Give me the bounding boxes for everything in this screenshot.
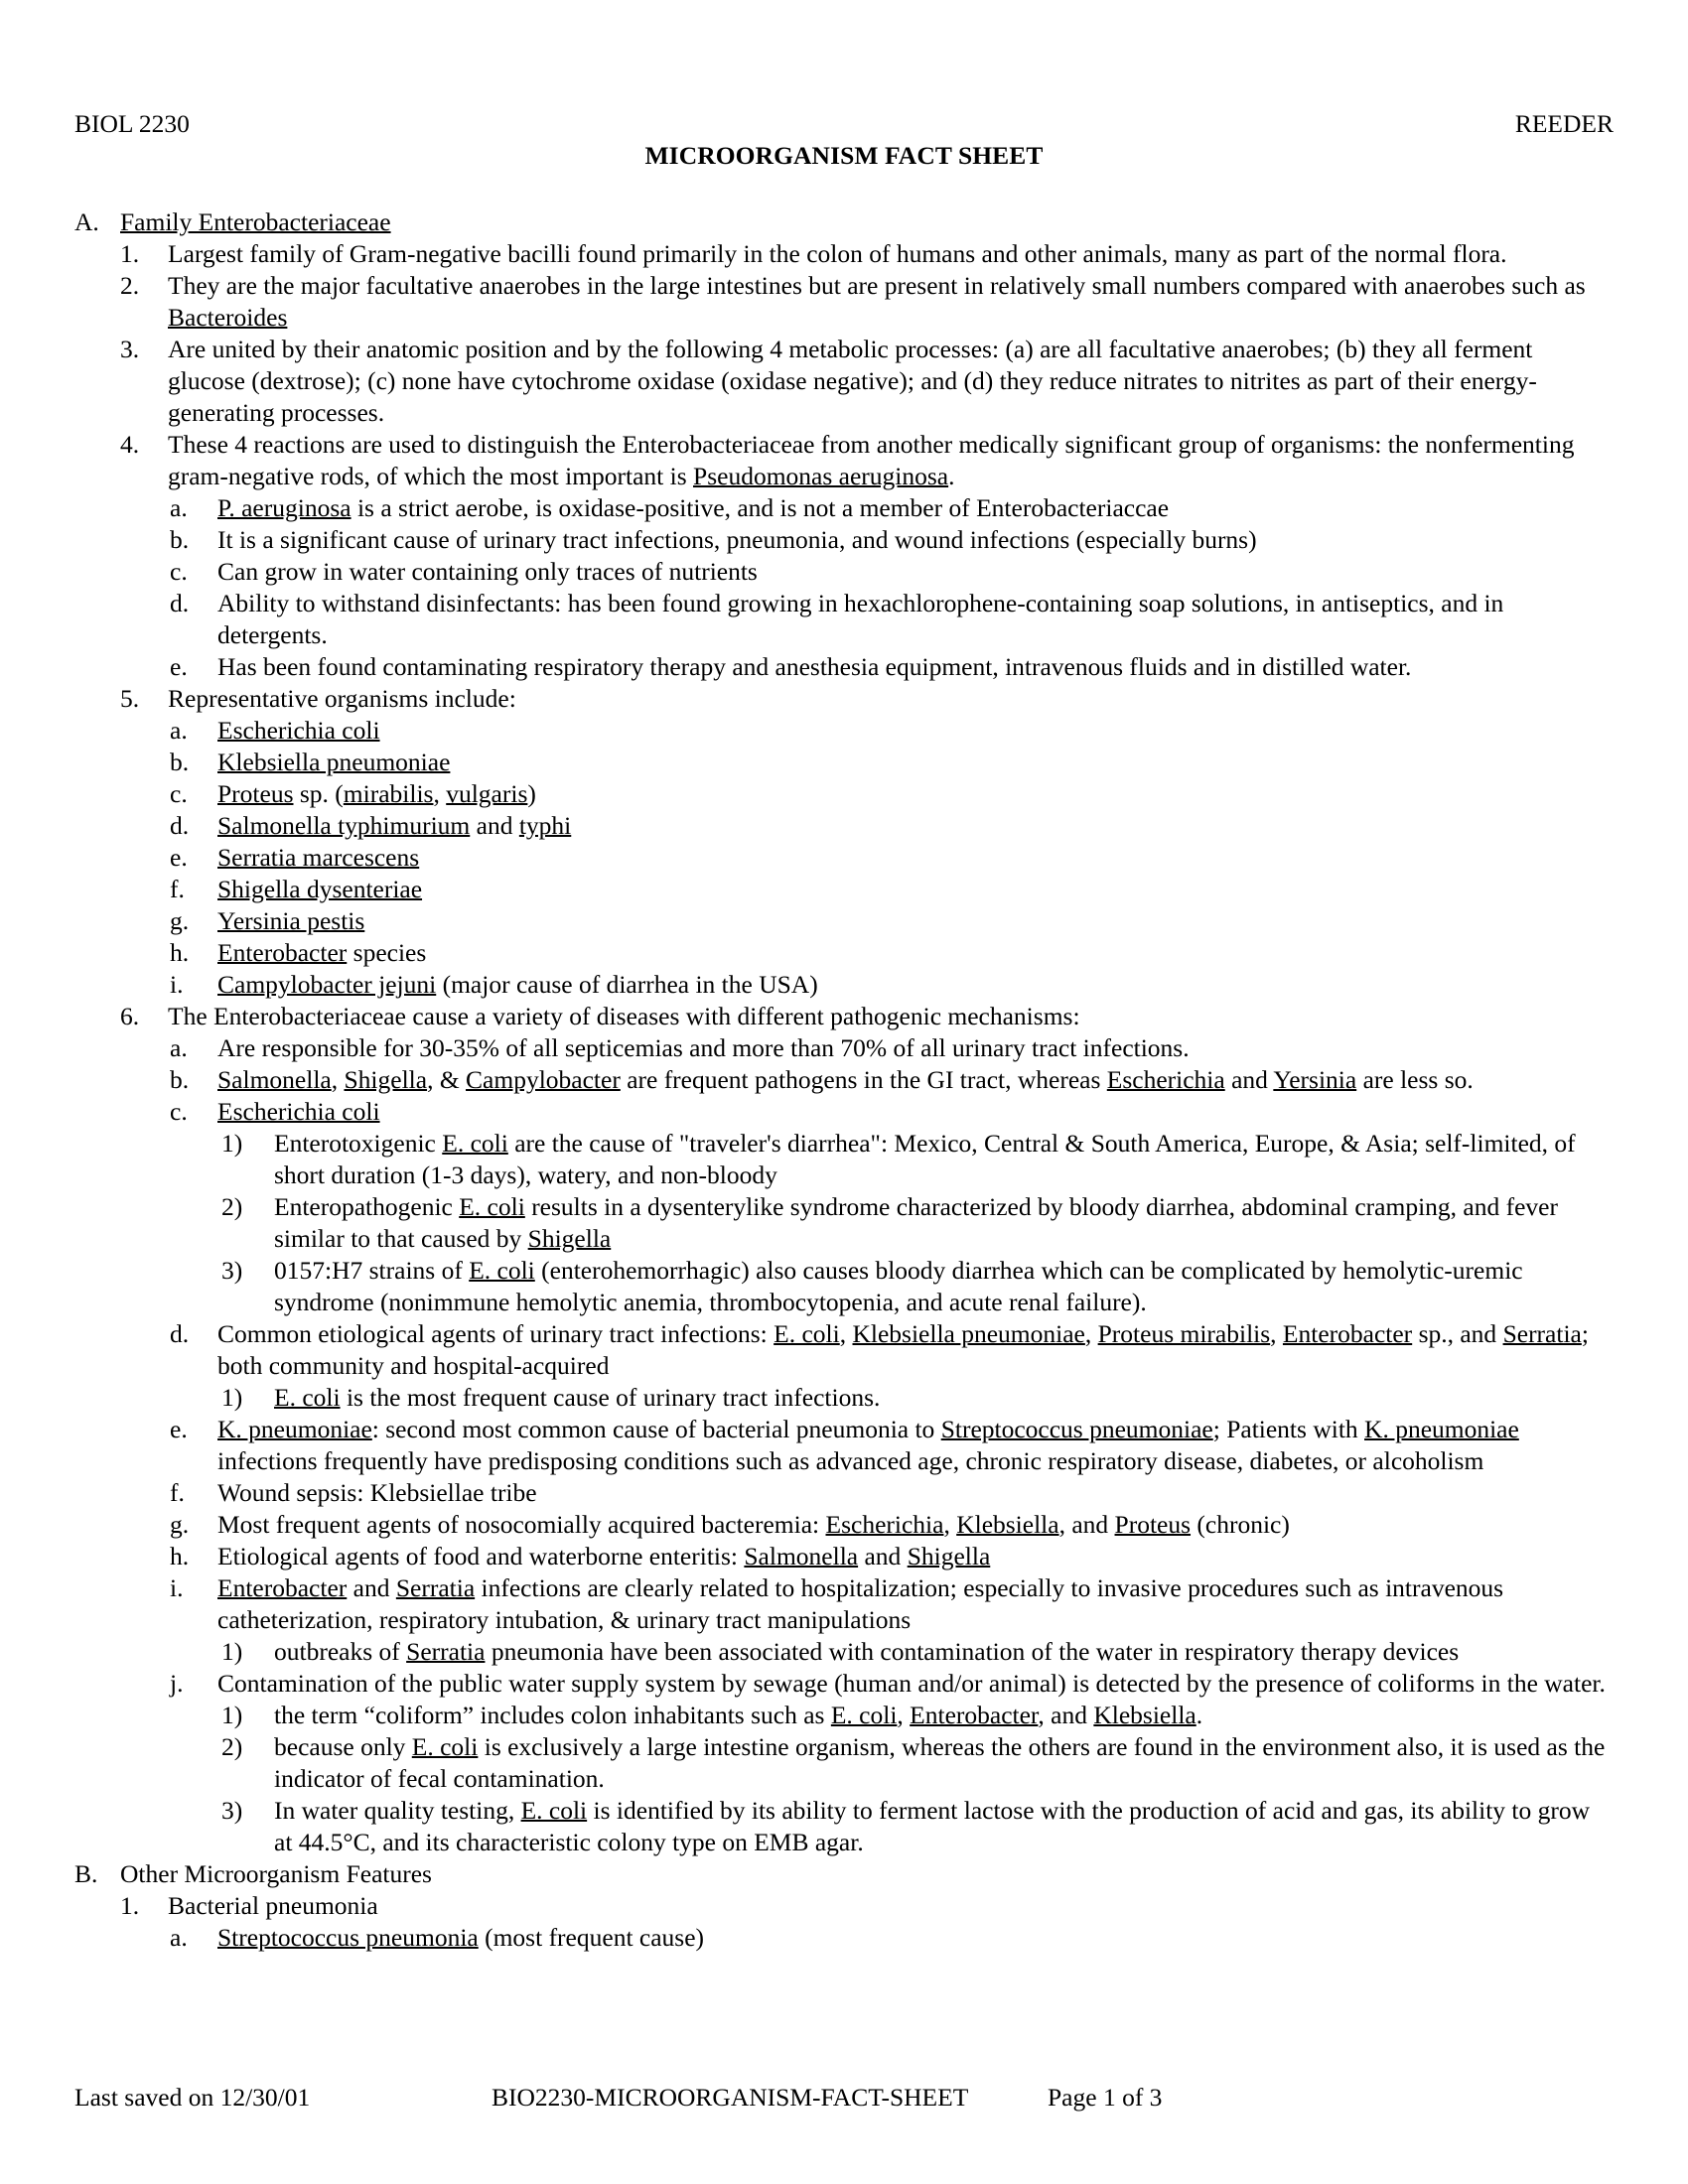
item-a4b-text: It is a significant cause of urinary tract infections, pneumonia, and wound infections (especially burns) — [217, 525, 1257, 555]
organism-species-vulgaris: vulgaris — [446, 779, 528, 809]
outline-item-A — [74, 206, 1614, 238]
text-fragment: sp., and — [1412, 1319, 1503, 1349]
document-header — [74, 109, 1614, 139]
marker-e: e. — [170, 843, 188, 873]
organism-yersinia-pestis — [217, 905, 1614, 937]
text-fragment: , — [943, 1510, 957, 1540]
item-a6a-text: Are responsible for 30-35% of all septicemias and more than 70% of all urinary tract infections. — [217, 1033, 1190, 1063]
organism-e-coli: E. coli — [274, 1383, 341, 1413]
outline-item-A4d — [170, 588, 1614, 651]
outline-item-A6f — [170, 1477, 1614, 1509]
text-fragment: , — [1084, 1319, 1098, 1349]
text-fragment: infections are clearly related to hospitalization; especially to invasive procedures such as intravenous catheterization, respiratory intubation, & urinary tract manipulations — [217, 1573, 1504, 1635]
organism-enterobacter — [217, 937, 1614, 969]
marker-h: h. — [170, 938, 190, 968]
organism-enterobacter: Enterobacter — [1282, 1319, 1413, 1349]
organism-name: Klebsiella pneumoniae — [217, 748, 451, 777]
organism-serratia: Serratia — [395, 1573, 476, 1603]
organism-shigella: Shigella — [344, 1065, 428, 1095]
text-fragment: , — [331, 1065, 345, 1095]
marker-2: 2. — [120, 271, 140, 301]
organism-e-coli: E. coli — [459, 1192, 525, 1222]
item-a2-lead: They are the major facultative anaerobes in the large intestines but are present in relatively small numbers compared with anaerobes such as — [168, 271, 1586, 301]
organism-salmonella: Salmonella — [744, 1542, 859, 1571]
organism-serratia-marcescens — [217, 842, 1614, 874]
organism-k-pneumoniae: K. pneumoniae — [217, 1415, 372, 1444]
organism-tail: (major cause of diarrhea in the USA) — [436, 970, 818, 1000]
outline-item-A5 — [120, 683, 1614, 715]
footer-last-saved: Last saved on 12/30/01 — [74, 2083, 311, 2112]
outline-item-A6a — [170, 1032, 1614, 1064]
marker-i: i. — [170, 1573, 184, 1603]
marker-5: 5. — [120, 684, 140, 714]
organism-escherichia: Escherichia — [825, 1510, 944, 1540]
organism-yersinia: Yersinia — [1273, 1065, 1357, 1095]
marker-1: 1. — [120, 239, 140, 269]
footer-filename: BIO2230-MICROORGANISM-FACT-SHEET — [492, 2083, 969, 2112]
organism-name: Enterobacter — [217, 938, 348, 968]
outline-item-A6j3 — [221, 1795, 1614, 1858]
item-a4-text — [168, 429, 1614, 492]
item-a4-lead: These 4 reactions are used to distinguish the Enterobacteriaceae from another medically significant group of organisms: the nonfermenting gram-negative rods, of which the most important is — [168, 430, 1575, 491]
organism-name: Escherichia coli — [217, 716, 380, 746]
text-fragment: are less so. — [1356, 1065, 1474, 1095]
organism-salmonella: Salmonella — [217, 1065, 332, 1095]
item-a2-text — [168, 270, 1614, 334]
text-fragment: is exclusively a large intestine organism, whereas the others are found in the environment also, it is used as the indicator of fecal contamination. — [274, 1732, 1606, 1794]
text-fragment: Enteropathogenic — [274, 1192, 460, 1222]
marker-a: a. — [170, 1923, 188, 1953]
outline-item-A6c3 — [221, 1255, 1614, 1318]
organism-klebsiella-pneumoniae — [217, 747, 1614, 778]
organism-escherichia-coli — [217, 715, 1614, 747]
organism-name: Proteus — [217, 779, 294, 809]
marker-c: c. — [170, 557, 188, 587]
outline-item-A6j1 — [221, 1700, 1614, 1731]
organism-list-item — [170, 874, 1614, 905]
text-fragment: ; Patients with — [1212, 1415, 1365, 1444]
organism-klebsiella-pneumoniae: Klebsiella pneumoniae — [852, 1319, 1085, 1349]
outline-item-A6j — [170, 1668, 1614, 1700]
section-a-heading-text: Family Enterobacteriaceae — [120, 207, 391, 237]
item-a6j2-text — [274, 1731, 1614, 1795]
text-fragment: , and — [1058, 1510, 1115, 1540]
organism-proteus: Proteus — [1114, 1510, 1192, 1540]
text-fragment: , — [897, 1701, 911, 1730]
item-a6d-text — [217, 1318, 1614, 1382]
organism-streptococcus-pneumonia: Streptococcus pneumonia — [217, 1923, 479, 1953]
item-a1-text: Largest family of Gram-negative bacilli found primarily in the colon of humans and other animals, many as part of the normal flora. — [168, 239, 1507, 269]
organism-shigella: Shigella — [527, 1224, 612, 1254]
text-fragment: and — [858, 1542, 908, 1571]
item-a6c-text — [217, 1096, 1614, 1128]
organism-name: Salmonella typhimurium — [217, 811, 471, 841]
text-fragment: is identified by its ability to ferment lactose with the production of acid and gas, its ability to grow at 44.5°C, and its characteristic colony type on EMB agar. — [274, 1796, 1591, 1857]
marker-p1: 1) — [221, 1637, 243, 1667]
item-b1-text: Bacterial pneumonia — [168, 1891, 378, 1921]
text-fragment: (enterohemorrhagic) also causes bloody diarrhea which can be complicated by hemolytic-uremic syndrome (nonimmune hemolytic anemia, thrombocytopenia, and acute renal failure). — [274, 1256, 1523, 1317]
marker-3: 3. — [120, 335, 140, 364]
organism-shigella: Shigella — [907, 1542, 991, 1571]
marker-j: j. — [170, 1669, 184, 1699]
organism-e-coli: E. coli — [411, 1732, 479, 1762]
marker-A: A. — [74, 207, 99, 237]
outline-item-A4 — [120, 429, 1614, 492]
outline-item-A6c — [170, 1096, 1614, 1128]
outline-item-A4b — [170, 524, 1614, 556]
section-b-heading: Other Microorganism Features — [120, 1859, 432, 1889]
organism-streptococcus-pneumoniae: Streptococcus pneumoniae — [940, 1415, 1213, 1444]
item-a6-text: The Enterobacteriaceae cause a variety of diseases with different pathogenic mechanisms: — [168, 1002, 1080, 1031]
text-fragment: : second most common cause of bacterial pneumonia to — [371, 1415, 941, 1444]
text-fragment: are frequent pathogens in the GI tract, whereas — [620, 1065, 1107, 1095]
organism-k-pneumoniae: K. pneumoniae — [1364, 1415, 1519, 1444]
marker-p1: 1) — [221, 1383, 243, 1413]
marker-p3: 3) — [221, 1256, 243, 1286]
marker-6: 6. — [120, 1002, 140, 1031]
course-code: BIOL 2230 — [74, 109, 190, 138]
item-a6f-text: Wound sepsis: Klebsiellae tribe — [217, 1478, 537, 1508]
text-fragment: because only — [274, 1732, 412, 1762]
text-fragment: and — [347, 1573, 396, 1603]
outline-item-A6g — [170, 1509, 1614, 1541]
organism-list-item — [170, 810, 1614, 842]
text-fragment: (chronic) — [1191, 1510, 1290, 1540]
organism-enterobacter: Enterobacter — [217, 1573, 348, 1603]
text-fragment: pneumonia have been associated with contamination of the water in respiratory therapy devices — [485, 1637, 1460, 1667]
organism-klebsiella: Klebsiella — [1093, 1701, 1196, 1730]
organism-campylobacter-jejuni — [217, 969, 1614, 1001]
marker-1: 1. — [120, 1891, 140, 1921]
organism-species-typhi: typhi — [518, 811, 572, 841]
marker-f: f. — [170, 875, 185, 904]
item-a4a-text — [217, 492, 1614, 524]
document-title: MICROORGANISM FACT SHEET — [644, 141, 1044, 171]
outline-item-A6c1 — [221, 1128, 1614, 1191]
organism-tail: ) — [527, 779, 536, 809]
organism-proteus-mirabilis: Proteus mirabilis — [1097, 1319, 1271, 1349]
marker-g: g. — [170, 1510, 190, 1540]
document-footer — [74, 2083, 1614, 2113]
item-a3-text: Are united by their anatomic position and by the following 4 metabolic processes: (a) are all facultative anaerobes; (b) they all ferment glucose (dextrose); (c) none have cytochrome oxidase (oxidase negative); and (d) they reduce nitrates to nitrites as part of their energy-generating processes. — [168, 335, 1537, 428]
outline-body — [74, 206, 1614, 1954]
outline-item-A6i1 — [221, 1636, 1614, 1668]
organism-serratia: Serratia — [1502, 1319, 1582, 1349]
section-a-heading — [120, 206, 1614, 238]
item-a4d-text: Ability to withstand disinfectants: has been found growing in hexachlorophene-containing soap solutions, in antiseptics, and in detergents. — [217, 589, 1504, 650]
outline-item-A6d1 — [221, 1382, 1614, 1414]
outline-item-A4c — [170, 556, 1614, 588]
marker-B: B. — [74, 1859, 98, 1889]
outline-item-A6e — [170, 1414, 1614, 1477]
item-a6c2-text — [274, 1191, 1614, 1255]
organism-escherichia: Escherichia — [1106, 1065, 1225, 1095]
organism-name: Serratia marcescens — [217, 843, 420, 873]
organism-e-coli: E. coli — [830, 1701, 898, 1730]
organism-escherichia-coli: Escherichia coli — [217, 1097, 380, 1127]
organism-species-mirabilis: mirabilis — [343, 779, 434, 809]
text-fragment: Most frequent agents of nosocomially acquired bacteremia: — [217, 1510, 826, 1540]
marker-p1: 1) — [221, 1701, 243, 1730]
marker-e: e. — [170, 652, 188, 682]
item-a6d1-text — [274, 1382, 1614, 1414]
text-fragment: results in a dysenterylike syndrome characterized by bloody diarrhea, abdominal cramping, and fever similar to that caused by — [274, 1192, 1558, 1254]
organism-campylobacter: Campylobacter — [466, 1065, 621, 1095]
organism-e-coli: E. coli — [774, 1319, 840, 1349]
organism-pseudomonas-aeruginosa: Pseudomonas aeruginosa — [693, 462, 949, 491]
item-a6c1-text — [274, 1128, 1614, 1191]
item-a6j-text: Contamination of the public water supply system by sewage (human and/or animal) is detected by the presence of coliforms in the water. — [217, 1669, 1606, 1699]
item-a6j1-text — [274, 1700, 1614, 1731]
outline-item-A6c2 — [221, 1191, 1614, 1255]
text-fragment: , — [839, 1319, 853, 1349]
outline-item-A6d — [170, 1318, 1614, 1382]
text-fragment: are the cause of "traveler's diarrhea": Mexico, Central & South America, Europe, & Asia; self-limited, of short duration (1-3 days), watery, and non-bloody — [274, 1129, 1576, 1190]
instructor-name: REEDER — [1514, 109, 1614, 138]
text-fragment: 0157:H7 strains of — [274, 1256, 470, 1286]
outline-item-A4a — [170, 492, 1614, 524]
marker-b: b. — [170, 525, 190, 555]
marker-g: g. — [170, 906, 190, 936]
outline-item-A1 — [120, 238, 1614, 270]
organism-name: Campylobacter jejuni — [217, 970, 437, 1000]
text-fragment: Common etiological agents of urinary tract infections: — [217, 1319, 774, 1349]
outline-item-B1a — [170, 1922, 1614, 1954]
item-b1a-text — [217, 1922, 1614, 1954]
outline-item-B — [74, 1858, 1614, 1890]
item-a6i1-text — [274, 1636, 1614, 1668]
marker-d: d. — [170, 1319, 190, 1349]
organism-list-item — [170, 715, 1614, 747]
marker-c: c. — [170, 779, 188, 809]
item-a6e-text — [217, 1414, 1614, 1477]
organism-p-aeruginosa: P. aeruginosa — [217, 493, 352, 523]
marker-p2: 2) — [221, 1732, 243, 1762]
item-a4a-tail: is a strict aerobe, is oxidase-positive, and is not a member of Enterobacteriaccae — [351, 493, 1170, 523]
outline-item-A6b — [170, 1064, 1614, 1096]
organism-salmonella — [217, 810, 1614, 842]
organism-separator: , — [433, 779, 447, 809]
text-fragment: In water quality testing, — [274, 1796, 521, 1826]
text-fragment: , & — [427, 1065, 467, 1095]
marker-p2: 2) — [221, 1192, 243, 1222]
text-fragment: infections frequently have predisposing conditions such as advanced age, chronic respiratory disease, diabetes, or alcoholism — [217, 1446, 1484, 1476]
organism-name: Shigella dysenteriae — [217, 875, 423, 904]
outline-item-A6 — [120, 1001, 1614, 1032]
item-a6b-text — [217, 1064, 1614, 1096]
text-fragment: Etiological agents of food and waterborne enteritis: — [217, 1542, 745, 1571]
item-a6i-text — [217, 1572, 1614, 1636]
item-a6j3-text — [274, 1795, 1614, 1858]
text-fragment: Enterotoxigenic — [274, 1129, 443, 1159]
outline-item-A6i — [170, 1572, 1614, 1636]
text-fragment: . — [1196, 1701, 1203, 1730]
item-a6c3-text — [274, 1255, 1614, 1318]
text-fragment: , — [1270, 1319, 1283, 1349]
organism-list-item — [170, 842, 1614, 874]
outline-item-A3 — [120, 334, 1614, 429]
text-fragment: (most frequent cause) — [478, 1923, 705, 1953]
marker-e: e. — [170, 1415, 188, 1444]
outline-item-B1 — [120, 1890, 1614, 1922]
text-fragment: and — [1224, 1065, 1274, 1095]
text-fragment: , and — [1038, 1701, 1094, 1730]
marker-i: i. — [170, 970, 184, 1000]
organism-serratia: Serratia — [406, 1637, 486, 1667]
marker-p3: 3) — [221, 1796, 243, 1826]
organism-conjunction: and — [470, 811, 519, 841]
marker-4: 4. — [120, 430, 140, 460]
organism-shigella-dysenteriae — [217, 874, 1614, 905]
organism-e-coli: E. coli — [442, 1129, 508, 1159]
organism-enterobacter: Enterobacter — [910, 1701, 1039, 1730]
item-a4c-text: Can grow in water containing only traces of nutrients — [217, 557, 758, 587]
footer-page-number: Page 1 of 3 — [1048, 2083, 1163, 2112]
organism-list-item — [170, 747, 1614, 778]
text-fragment: outbreaks of — [274, 1637, 407, 1667]
organism-e-coli: E. coli — [469, 1256, 535, 1286]
organism-list-item — [170, 937, 1614, 969]
organism-proteus — [217, 778, 1614, 810]
item-a4-tail: . — [948, 462, 955, 491]
item-a6h-text — [217, 1541, 1614, 1572]
marker-b: b. — [170, 748, 190, 777]
marker-d: d. — [170, 811, 190, 841]
outline-item-A2 — [120, 270, 1614, 334]
marker-a: a. — [170, 1033, 188, 1063]
outline-item-A6j2 — [221, 1731, 1614, 1795]
marker-p1: 1) — [221, 1129, 243, 1159]
text-fragment: the term “coliform” includes colon inhabitants such as — [274, 1701, 831, 1730]
organism-list-item — [170, 969, 1614, 1001]
marker-h: h. — [170, 1542, 190, 1571]
marker-c: c. — [170, 1097, 188, 1127]
text-fragment: is the most frequent cause of urinary tract infections. — [340, 1383, 881, 1413]
item-a4e-text: Has been found contaminating respiratory therapy and anesthesia equipment, intravenous fluids and in distilled water. — [217, 652, 1412, 682]
organism-klebsiella: Klebsiella — [956, 1510, 1059, 1540]
marker-a: a. — [170, 493, 188, 523]
item-a5-text: Representative organisms include: — [168, 684, 516, 714]
organism-list-item — [170, 905, 1614, 937]
outline-item-A6h — [170, 1541, 1614, 1572]
organism-sp-label: sp. ( — [293, 779, 344, 809]
organism-tail: species — [347, 938, 427, 968]
text-fragment: ; both community and hospital-acquired — [217, 1319, 1589, 1381]
organism-bacteroides: Bacteroides — [168, 303, 288, 333]
marker-b: b. — [170, 1065, 190, 1095]
organism-list-item — [170, 778, 1614, 810]
item-a6g-text — [217, 1509, 1614, 1541]
outline-item-A4e — [170, 651, 1614, 683]
organism-e-coli: E. coli — [520, 1796, 588, 1826]
organism-name: Yersinia pestis — [217, 906, 365, 936]
marker-f: f. — [170, 1478, 185, 1508]
marker-d: d. — [170, 589, 190, 618]
marker-a: a. — [170, 716, 188, 746]
